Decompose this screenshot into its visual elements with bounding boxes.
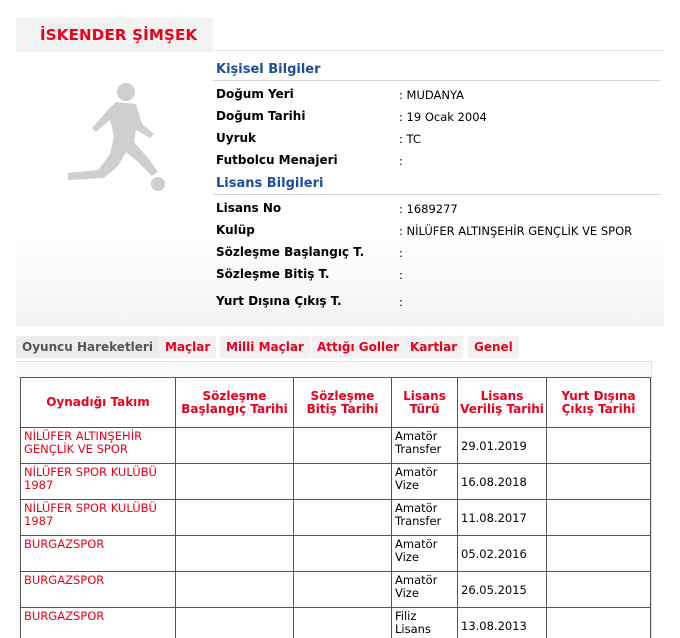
abroad-date-cell bbox=[547, 500, 651, 536]
table-header-row bbox=[21, 378, 651, 428]
abroad-date-cell bbox=[547, 464, 651, 500]
contract-end-cell bbox=[294, 500, 392, 536]
player-name: İSKENDER ŞİMŞEK bbox=[40, 26, 198, 44]
birthdate-value: : 19 Ocak 2004 bbox=[399, 110, 487, 124]
tab-general[interactable]: Genel bbox=[468, 336, 519, 358]
license-date-cell: 11.08.2017 bbox=[458, 500, 547, 536]
team-cell[interactable]: NİLÜFER SPOR KULÜBÜ 1987 bbox=[21, 500, 176, 536]
abroad-date-cell bbox=[547, 428, 651, 464]
license-type-cell: Amatör Transfer bbox=[392, 428, 458, 464]
license-info-divider bbox=[213, 194, 661, 195]
column-header-license-date: Lisans Veriliş Tarihi bbox=[458, 378, 547, 428]
license-type-cell: Amatör Vize bbox=[392, 464, 458, 500]
column-header-license-type: Lisans Türü bbox=[392, 378, 458, 428]
team-cell[interactable]: BURGAZSPOR bbox=[21, 608, 176, 638]
agent-label: Futbolcu Menajeri bbox=[216, 153, 338, 167]
birthplace-label: Doğum Yeri bbox=[216, 87, 294, 101]
tab-player-moves[interactable]: Oyuncu Hareketleri bbox=[16, 336, 159, 358]
contract-end-cell bbox=[294, 608, 392, 638]
license-date-cell: 26.05.2015 bbox=[458, 572, 547, 608]
abroad-exit-value: : bbox=[399, 295, 403, 309]
abroad-date-cell bbox=[547, 572, 651, 608]
agent-value: : bbox=[399, 154, 403, 168]
player-profile-panel bbox=[16, 18, 664, 326]
license-type-cell: Amatör Transfer bbox=[392, 500, 458, 536]
license-no-label: Lisans No bbox=[216, 201, 282, 215]
abroad-exit-label: Yurt Dışına Çıkış T. bbox=[216, 294, 342, 308]
table-row bbox=[21, 536, 651, 572]
license-info-title: Lisans Bilgileri bbox=[216, 176, 324, 191]
contract-start-cell bbox=[176, 572, 294, 608]
table-row bbox=[21, 500, 651, 536]
player-moves-table bbox=[20, 377, 651, 638]
license-date-cell: 05.02.2016 bbox=[458, 536, 547, 572]
contract-start-cell bbox=[176, 608, 294, 638]
table-row bbox=[21, 572, 651, 608]
contract-end-cell bbox=[294, 428, 392, 464]
license-no-value: : 1689277 bbox=[399, 202, 458, 216]
nationality-value: : TC bbox=[399, 132, 421, 146]
personal-info-divider bbox=[213, 80, 661, 81]
personal-info-title: Kişisel Bilgiler bbox=[216, 62, 321, 77]
license-date-cell: 16.08.2018 bbox=[458, 464, 547, 500]
table-row bbox=[21, 428, 651, 464]
contract-start-label: Sözleşme Başlangıç T. bbox=[216, 245, 365, 259]
table-row bbox=[21, 464, 651, 500]
table-row bbox=[21, 608, 651, 638]
footballer-silhouette-icon bbox=[56, 80, 176, 195]
contract-end-cell bbox=[294, 572, 392, 608]
contract-start-value: : bbox=[399, 246, 403, 260]
birthplace-value: : MUDANYA bbox=[399, 88, 464, 102]
contract-start-cell bbox=[176, 536, 294, 572]
tab-matches[interactable]: Maçlar bbox=[159, 336, 216, 358]
team-cell[interactable]: BURGAZSPOR bbox=[21, 536, 176, 572]
column-header-contract-end: Sözleşme Bitiş Tarihi bbox=[294, 378, 392, 428]
birthdate-label: Doğum Tarihi bbox=[216, 109, 306, 123]
license-type-cell: Amatör Vize bbox=[392, 536, 458, 572]
tab-goals[interactable]: Attığı Goller bbox=[311, 336, 405, 358]
abroad-date-cell bbox=[547, 608, 651, 638]
tab-cards[interactable]: Kartlar bbox=[404, 336, 463, 358]
nationality-label: Uyruk bbox=[216, 131, 257, 145]
abroad-date-cell bbox=[547, 536, 651, 572]
license-date-cell: 13.08.2013 bbox=[458, 608, 547, 638]
license-type-cell: Filiz Lisans bbox=[392, 608, 458, 638]
club-value: : NİLÜFER ALTINŞEHİR GENÇLİK VE SPOR bbox=[399, 224, 633, 238]
contract-start-cell bbox=[176, 428, 294, 464]
license-type-cell: Amatör Vize bbox=[392, 572, 458, 608]
contract-end-value: : bbox=[399, 268, 403, 282]
column-header-contract-start: Sözleşme Başlangıç Tarihi bbox=[176, 378, 294, 428]
column-header-abroad-date: Yurt Dışına Çıkış Tarihi bbox=[547, 378, 651, 428]
team-cell[interactable]: NİLÜFER SPOR KULÜBÜ 1987 bbox=[21, 464, 176, 500]
contract-end-cell bbox=[294, 536, 392, 572]
contract-end-label: Sözleşme Bitiş T. bbox=[216, 267, 330, 281]
tab-national-matches[interactable]: Milli Maçlar bbox=[220, 336, 310, 358]
club-label: Kulüp bbox=[216, 223, 255, 237]
player-name-tab bbox=[16, 18, 213, 52]
team-cell[interactable]: NİLÜFER ALTINŞEHİR GENÇLİK VE SPOR bbox=[21, 428, 176, 464]
contract-start-cell bbox=[176, 464, 294, 500]
contract-end-cell bbox=[294, 464, 392, 500]
license-date-cell: 29.01.2019 bbox=[458, 428, 547, 464]
contract-start-cell bbox=[176, 500, 294, 536]
header-divider bbox=[213, 50, 664, 51]
column-header-team: Oynadığı Takım bbox=[21, 378, 176, 428]
team-cell[interactable]: BURGAZSPOR bbox=[21, 572, 176, 608]
